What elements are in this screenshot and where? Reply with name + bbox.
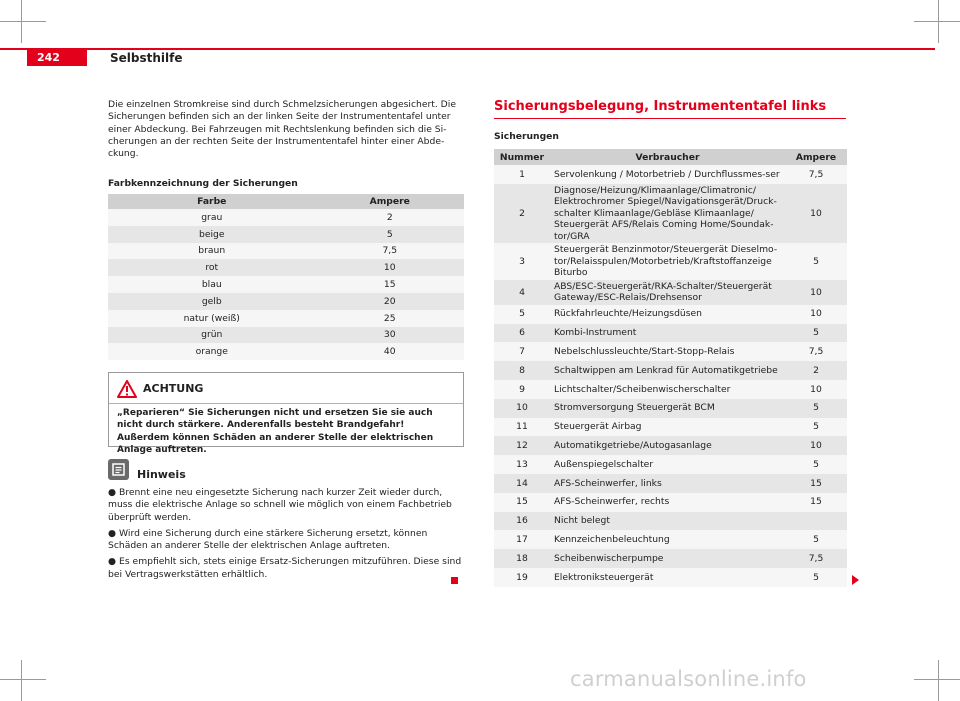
- fuse-number: 6: [494, 324, 550, 343]
- ampere-cell: 2: [316, 209, 465, 226]
- fuse-ampere: 10: [785, 380, 847, 399]
- fuse-assignment-table: [494, 149, 847, 587]
- title-rule: [494, 118, 846, 119]
- fuse-number: 12: [494, 436, 550, 455]
- table-row: [494, 399, 847, 418]
- intro-paragraph: Die einzelnen Stromkreise sind durch Schmelzsicherungen abgesichert. Die Sicherungen befinden sich an der linken Seite der Instrumententafel unter einer Abdeckung. Bei Fahrzeugen mit Rechtslenkung befinden sich die Si-cherungen an der rechten Seite der Instrumententafel hinter einer Abde-ckung.: [108, 99, 456, 160]
- crop-mark: [914, 21, 960, 22]
- ampere-cell: 15: [316, 276, 465, 293]
- fuse-consumer: AFS-Scheinwerfer, rechts: [550, 493, 785, 512]
- table-row: [494, 184, 847, 244]
- fuse-consumer: Nicht belegt: [550, 512, 785, 531]
- ampere-cell: 10: [316, 259, 465, 276]
- page-number: 242: [27, 49, 87, 66]
- list-item: [108, 556, 464, 581]
- main-title: Sicherungsbelegung, Instrumententafel links: [494, 99, 827, 114]
- col-header-number: Nummer: [494, 149, 550, 165]
- fuse-ampere: 5: [785, 455, 847, 474]
- fuse-ampere: 2: [785, 361, 847, 380]
- table-row: [494, 361, 847, 380]
- fuse-ampere: 5: [785, 568, 847, 587]
- warning-title: ACHTUNG: [143, 382, 204, 395]
- fuse-consumer: Steuergerät Airbag: [550, 418, 785, 437]
- section-end-marker: [451, 577, 458, 584]
- color-cell: natur (weiß): [108, 310, 316, 327]
- crop-mark: [0, 21, 46, 22]
- crop-mark: [914, 679, 960, 680]
- fuse-consumer: Kombi-Instrument: [550, 324, 785, 343]
- fuse-ampere: 7,5: [785, 342, 847, 361]
- table-row: [494, 436, 847, 455]
- fuse-ampere: 5: [785, 530, 847, 549]
- fuse-number: 7: [494, 342, 550, 361]
- fuse-color-table: [108, 194, 464, 360]
- table-row: [494, 305, 847, 324]
- table-row: [108, 276, 464, 293]
- fuse-ampere: 5: [785, 399, 847, 418]
- ampere-cell: 25: [316, 310, 465, 327]
- fuse-ampere: 15: [785, 474, 847, 493]
- fuse-number: 18: [494, 549, 550, 568]
- fuse-consumer: Außenspiegelschalter: [550, 455, 785, 474]
- color-cell: gelb: [108, 293, 316, 310]
- fuse-number: 17: [494, 530, 550, 549]
- fuse-consumer: Servolenkung / Motorbetrieb / Durchflussmes-ser: [550, 165, 785, 184]
- table-row: [108, 259, 464, 276]
- fuse-consumer: Nebelschlussleuchte/Start-Stopp-Relais: [550, 342, 785, 361]
- crop-mark: [21, 0, 22, 43]
- note-item-text: Es empfiehlt sich, stets einige Ersatz-Sicherungen mitzuführen. Diese sind bei Vertragswerkstätten erhältlich.: [108, 556, 462, 580]
- fuse-ampere: 7,5: [785, 165, 847, 184]
- note-list: [108, 487, 464, 585]
- table-row: [108, 293, 464, 310]
- section-title: Selbsthilfe: [110, 51, 183, 65]
- color-cell: rot: [108, 259, 316, 276]
- warning-text: „Reparieren“ Sie Sicherungen nicht und ersetzen Sie sie auch nicht durch stärkere. Anderenfalls besteht Brandgefahr! Außerdem können Schäden an anderer Stelle der elektrischen Anlage auftreten.: [117, 408, 434, 455]
- table-row: [494, 342, 847, 361]
- fuse-consumer: AFS-Scheinwerfer, links: [550, 474, 785, 493]
- fuse-ampere: 10: [785, 184, 847, 244]
- col-header-consumer: Verbraucher: [550, 149, 785, 165]
- fuse-number: 15: [494, 493, 550, 512]
- ampere-cell: 30: [316, 327, 465, 344]
- fuse-consumer: Lichtschalter/Scheibenwischerschalter: [550, 380, 785, 399]
- ampere-cell: 7,5: [316, 243, 465, 260]
- color-cell: grau: [108, 209, 316, 226]
- note-title: Hinweis: [137, 468, 186, 481]
- fuse-ampere: 5: [785, 418, 847, 437]
- table-row: [108, 226, 464, 243]
- fuse-ampere: 10: [785, 436, 847, 455]
- fuse-consumer: Automatikgetriebe/Autogasanlage: [550, 436, 785, 455]
- crop-mark: [21, 660, 22, 701]
- table-row: [494, 280, 847, 305]
- table-row: [494, 474, 847, 493]
- fuse-consumer: Rückfahrleuchte/Heizungsdüsen: [550, 305, 785, 324]
- table-row: [108, 310, 464, 327]
- table-row: [494, 243, 847, 280]
- ampere-cell: 40: [316, 343, 465, 360]
- ampere-cell: 20: [316, 293, 465, 310]
- fuse-number: 13: [494, 455, 550, 474]
- note-item-text: Wird eine Sicherung durch eine stärkere Sicherung ersetzt, können Schäden an anderer Stelle der elektrischen Anlage auftreten.: [108, 527, 428, 552]
- watermark: carmanualsonline.info: [570, 667, 807, 691]
- crop-mark: [938, 0, 939, 43]
- table-row: [494, 493, 847, 512]
- fuse-consumer: Schaltwippen am Lenkrad für Automatikgetriebe: [550, 361, 785, 380]
- color-table-heading: Farbkennzeichnung der Sicherungen: [108, 178, 298, 189]
- fuse-number: 3: [494, 243, 550, 280]
- col-header-color: Farbe: [108, 194, 316, 209]
- warning-triangle-icon: [117, 380, 137, 402]
- fuse-consumer: Stromversorgung Steuergerät BCM: [550, 399, 785, 418]
- color-cell: blau: [108, 276, 316, 293]
- table-row: [494, 512, 847, 531]
- table-row: [494, 455, 847, 474]
- table-row: [494, 380, 847, 399]
- note-icon: [108, 459, 129, 480]
- fuse-consumer: Steuergerät Benzinmotor/Steuergerät Dieselmo-tor/Relaisspulen/Motorbetrieb/Kraftstoffanzeige Biturbo: [550, 243, 785, 280]
- table-row: [494, 418, 847, 437]
- fuse-consumer: Diagnose/Heizung/Klimaanlage/Climatronic/ Elektrochromer Spiegel/Navigationsgerät/Druck-schalter Klimaanlage/Gebläse Klimaanlage/ Steuergerät AFS/Relais Coming Home/Soundak-tor/GRA: [550, 184, 785, 244]
- fuse-ampere: 5: [785, 324, 847, 343]
- table-row: [108, 243, 464, 260]
- col-header-ampere: Ampere: [316, 194, 465, 209]
- fuse-consumer: Scheibenwischerpumpe: [550, 549, 785, 568]
- table-row: [108, 343, 464, 360]
- table-row: [494, 324, 847, 343]
- fuse-consumer: ABS/ESC-Steuergerät/RKA-Schalter/Steuergerät Gateway/ESC-Relais/Drehsensor: [550, 280, 785, 305]
- fuse-ampere: 5: [785, 243, 847, 280]
- fuse-number: 2: [494, 184, 550, 244]
- fuse-consumer: Elektroniksteuergerät: [550, 568, 785, 587]
- fuse-number: 1: [494, 165, 550, 184]
- ampere-cell: 5: [316, 226, 465, 243]
- table-row: [108, 327, 464, 344]
- color-cell: grün: [108, 327, 316, 344]
- fuse-number: 10: [494, 399, 550, 418]
- col-header-ampere: Ampere: [785, 149, 847, 165]
- fuse-ampere: 10: [785, 280, 847, 305]
- continue-arrow-icon: [852, 575, 859, 585]
- list-item: [108, 528, 464, 553]
- bullet-icon: ●: [108, 487, 117, 498]
- fuse-consumer: Kennzeichenbeleuchtung: [550, 530, 785, 549]
- fuse-number: 19: [494, 568, 550, 587]
- fuse-ampere: 10: [785, 305, 847, 324]
- fuse-number: 5: [494, 305, 550, 324]
- table-row: [494, 549, 847, 568]
- bullet-icon: ●: [108, 556, 117, 568]
- color-cell: orange: [108, 343, 316, 360]
- fuse-number: 9: [494, 380, 550, 399]
- fuse-ampere: [785, 512, 847, 531]
- table-row: [108, 209, 464, 226]
- fuse-number: 14: [494, 474, 550, 493]
- table-row: [494, 165, 847, 184]
- color-cell: beige: [108, 226, 316, 243]
- fuse-number: 4: [494, 280, 550, 305]
- bullet-icon: ●: [108, 527, 117, 539]
- warning-header: [109, 373, 463, 404]
- crop-mark: [0, 679, 46, 680]
- fuse-number: 8: [494, 361, 550, 380]
- fuse-ampere: 15: [785, 493, 847, 512]
- fuse-subheading: Sicherungen: [494, 131, 559, 142]
- warning-box: [108, 372, 464, 455]
- list-item: [108, 487, 464, 524]
- fuse-number: 16: [494, 512, 550, 531]
- fuse-ampere: 7,5: [785, 549, 847, 568]
- color-cell: braun: [108, 243, 316, 260]
- crop-mark: [938, 660, 939, 701]
- fuse-number: 11: [494, 418, 550, 437]
- note-item-text: Brennt eine neu eingesetzte Sicherung nach kurzer Zeit wieder durch, muss die elektrische Anlage so schnell wie möglich von einem Fachbetrieb überprüft werden.: [108, 487, 452, 523]
- table-row: [494, 568, 847, 587]
- table-row: [494, 530, 847, 549]
